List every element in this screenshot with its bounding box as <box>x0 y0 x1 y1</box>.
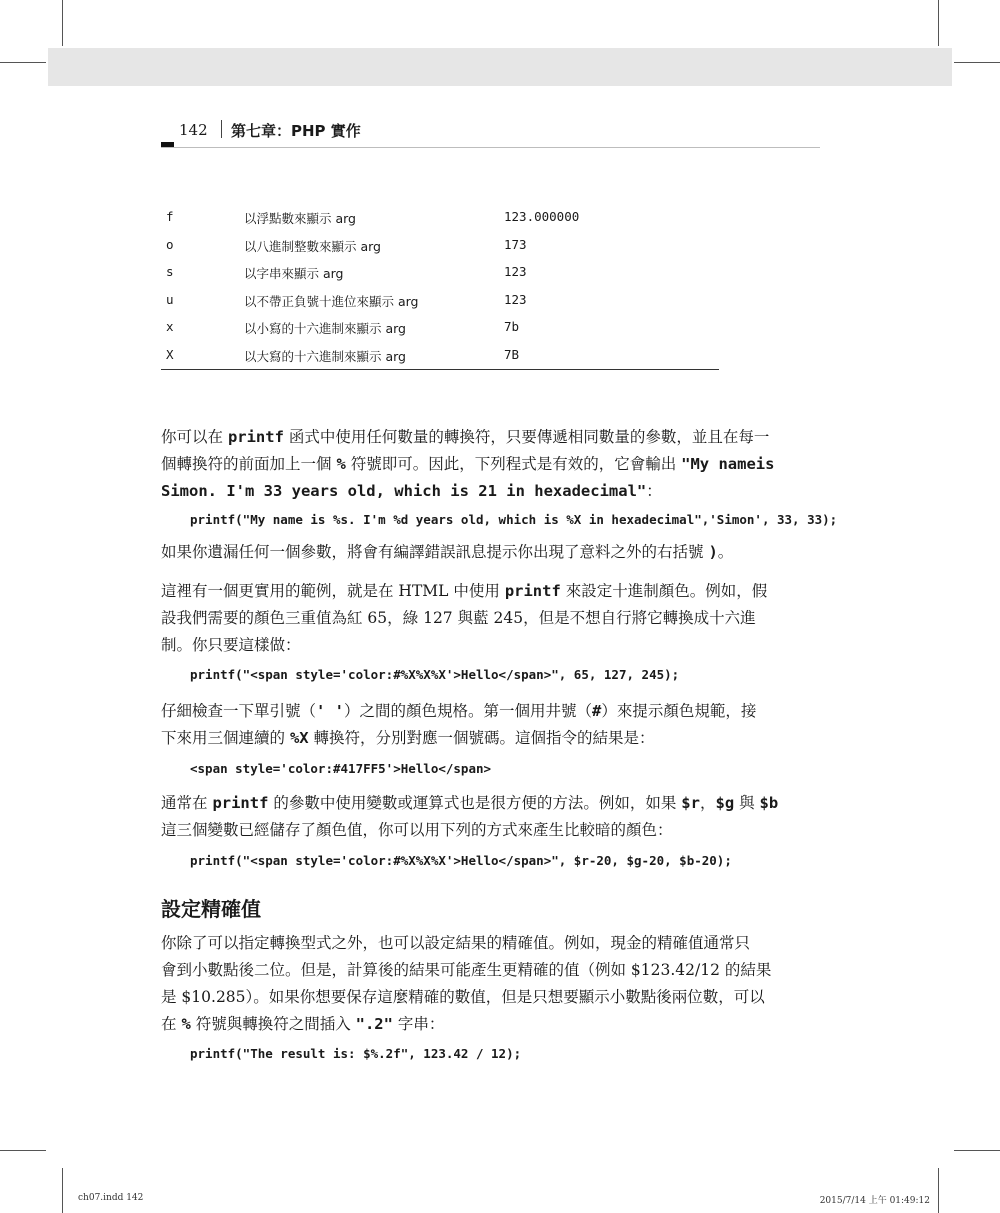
spec-cell: x <box>166 319 174 334</box>
desc-cell: 以浮點數來顯示 arg <box>244 211 356 226</box>
inline-code: $r <box>681 794 700 812</box>
slug-filename: ch07.indd 142 <box>78 1193 144 1203</box>
example-cell: 7b <box>504 319 520 334</box>
text-run: ）來提示顏色規範，接 <box>601 702 757 720</box>
spec-cell: X <box>166 346 174 362</box>
header-marker <box>161 142 174 147</box>
spec-cell: f <box>166 209 174 224</box>
desc-cell: 以不帶正負號十進位來顯示 arg <box>244 293 419 309</box>
table-row <box>161 287 719 315</box>
code-line: printf("My name is %s. I'm %d years old, which is %X in hexadecimal",'Simon', 33, 33); <box>190 512 838 527</box>
running-head <box>161 119 820 148</box>
text-run: 的參數中使用變數或運算式也是很方便的方法。例如，如果 <box>268 794 682 812</box>
inline-code: $g <box>715 794 735 812</box>
conversion-table <box>161 204 719 370</box>
crop-mark <box>938 1168 939 1213</box>
example-cell: 173 <box>504 236 527 252</box>
code-line: <span style='color:#417FF5'>Hello</span> <box>190 761 492 776</box>
inline-code: printf <box>227 428 284 446</box>
text-run: 是 $10.285）。如果你想要保存這麼精確的數值，但是只想要顯示小數點後兩位數，可以 <box>161 988 765 1006</box>
code-line: printf("<span style='color:#%X%X%X'>Hello</span>", $r-20, $g-20, $b-20); <box>190 853 732 868</box>
page-number: 142 <box>179 121 208 139</box>
spec-cell: o <box>166 236 174 252</box>
text-run: 你可以在 <box>161 428 228 446</box>
body-paragraph <box>161 698 821 752</box>
bleed-band <box>48 48 952 86</box>
inline-code: printf <box>504 582 561 600</box>
section-heading: 設定精確值 <box>161 897 261 921</box>
crop-mark <box>954 1150 1000 1151</box>
text-run: 設我們需要的顏色三重值為紅 65，綠 127 與藍 245，但是不想自行將它轉換成十六進 <box>161 609 756 627</box>
text-run: ： <box>646 482 662 500</box>
text-run: 符號即可。因此，下列程式是有效的，它會輸出 <box>345 455 682 473</box>
crop-mark <box>0 1150 46 1151</box>
text-run: 與 <box>734 794 760 812</box>
crop-mark <box>62 0 63 46</box>
body-paragraph <box>161 578 821 659</box>
desc-cell: 以字串來顯示 arg <box>244 266 344 281</box>
header-separator <box>221 120 222 138</box>
example-cell: 123.000000 <box>504 209 580 224</box>
text-run: 這三個變數已經儲存了顏色值，你可以用下列的方式來產生比較暗的顏色： <box>161 821 673 839</box>
inline-code: # <box>592 702 602 720</box>
slug-timestamp: 2015/7/14 上午 01:49:12 <box>819 1196 930 1206</box>
text-run: 轉換符，分別對應一個號碼。這個指令的結果是： <box>308 729 655 747</box>
inline-code: ".2" <box>355 1015 393 1033</box>
code-line: printf("The result is: $%.2f", 123.42 / 12); <box>190 1046 522 1061</box>
inline-code: printf <box>212 794 269 812</box>
table-row <box>161 342 719 370</box>
text-run: 制。你只要這樣做： <box>161 636 301 654</box>
table-row <box>161 232 719 260</box>
body-paragraph <box>161 539 821 566</box>
text-run: 函式中使用任何數量的轉換符，只要傳遞相同數量的參數，並且在每一 <box>283 428 770 446</box>
example-cell: 123 <box>504 291 527 307</box>
text-run: 字串： <box>392 1015 445 1033</box>
text-run: 在 <box>161 1015 182 1033</box>
text-run: 。 <box>717 543 734 561</box>
text-run: 來設定十進制顏色。例如，假 <box>560 582 768 600</box>
chapter-title: 第七章：PHP 實作 <box>231 122 361 140</box>
crop-mark <box>938 0 939 46</box>
spec-cell: u <box>166 291 174 307</box>
body-paragraph <box>161 424 821 505</box>
table-row <box>161 259 719 287</box>
desc-cell: 以八進制整數來顯示 arg <box>244 238 381 254</box>
text-run: 通常在 <box>161 794 213 812</box>
text-run: 個轉換符的前面加上一個 <box>161 455 337 473</box>
text-run: 會到小數點後二位。但是，計算後的結果可能產生更精確的值（例如 $123.42/12 的結果 <box>161 961 772 979</box>
text-run: 如果你遺漏任何一個參數，將會有編譯錯誤訊息提示你出現了意料之外的右括號 <box>161 543 709 561</box>
inline-code: ' ' <box>316 702 345 720</box>
body-paragraph <box>161 790 821 844</box>
text-run: 仔細檢查一下單引號（ <box>161 702 317 720</box>
desc-cell: 以小寫的十六進制來顯示 arg <box>244 321 406 336</box>
inline-code: ) <box>708 543 718 561</box>
inline-code: %X <box>289 729 309 747</box>
text-run: ）之間的顏色規格。第一個用井號（ <box>344 702 593 720</box>
text-run: 這裡有一個更實用的範例，就是在 HTML 中使用 <box>161 582 505 600</box>
text-run: 你除了可以指定轉換型式之外，也可以設定結果的精確值。例如，現金的精確值通常只 <box>161 934 751 952</box>
table-row <box>161 204 719 232</box>
spec-cell: s <box>166 264 174 279</box>
crop-mark <box>62 1168 63 1213</box>
inline-code: % <box>181 1015 191 1033</box>
inline-code: % <box>336 455 346 473</box>
text-run: 符號與轉換符之間插入 <box>190 1015 356 1033</box>
inline-code: "My nameis <box>681 455 775 473</box>
desc-cell: 以大寫的十六進制來顯示 arg <box>244 348 406 364</box>
body-paragraph <box>161 930 821 1038</box>
crop-mark <box>0 62 46 63</box>
example-cell: 123 <box>504 264 527 279</box>
inline-code: $b <box>759 794 779 812</box>
text-run: ， <box>699 794 716 812</box>
code-line: printf("<span style='color:#%X%X%X'>Hello</span>", 65, 127, 245); <box>190 667 680 682</box>
crop-mark <box>954 62 1000 63</box>
text-run: 下來用三個連續的 <box>161 729 290 747</box>
table-row <box>161 314 719 342</box>
inline-code: Simon. I'm 33 years old, which is 21 in hexadecimal" <box>161 482 647 500</box>
example-cell: 7B <box>504 346 520 362</box>
